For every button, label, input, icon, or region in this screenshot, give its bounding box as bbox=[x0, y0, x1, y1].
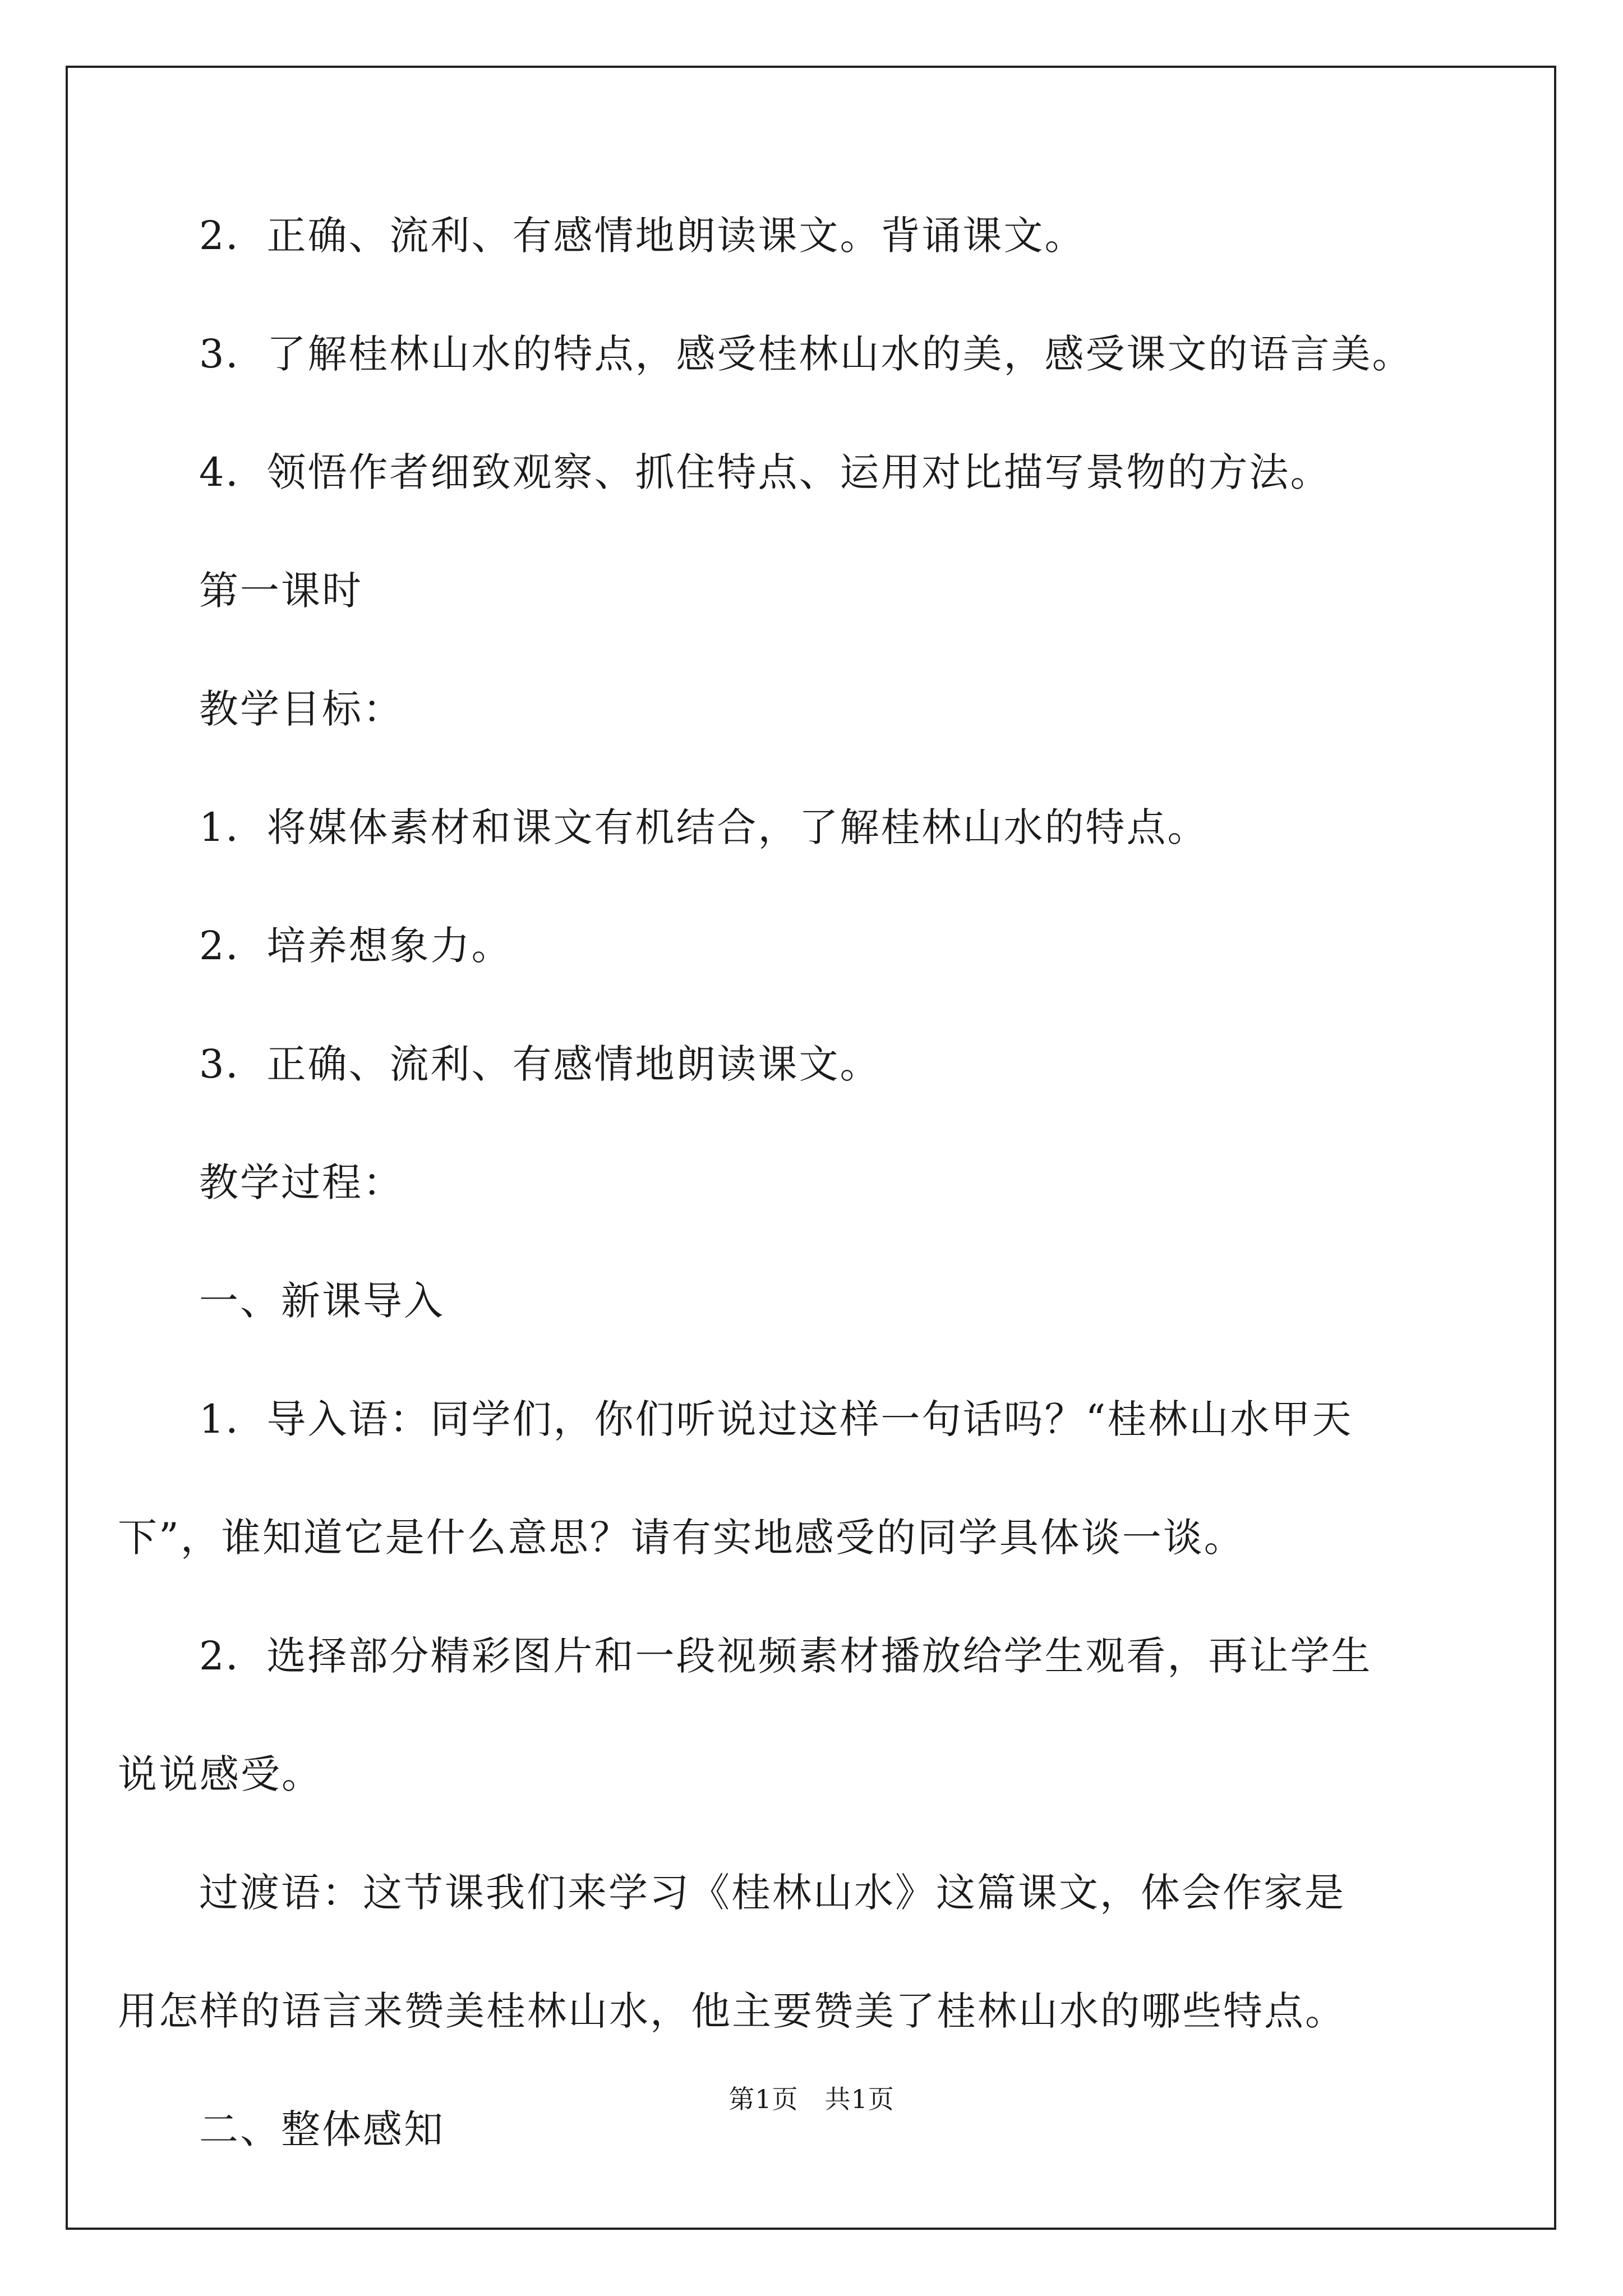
text-line: 2．选择部分精彩图片和一段视频素材播放给学生观看，再让学生 bbox=[199, 1633, 1372, 1679]
section-heading: 教学目标： bbox=[199, 686, 404, 732]
text-line: 2．正确、流利、有感情地朗读课文。背诵课文。 bbox=[199, 213, 1086, 259]
section-heading: 教学过程： bbox=[199, 1159, 404, 1205]
section-heading: 二、整体感知 bbox=[199, 2106, 445, 2152]
text-line: 过渡语：这节课我们来学习《桂林山水》这篇课文，体会作家是 bbox=[199, 1870, 1345, 1916]
text-line: 1．将媒体素材和课文有机结合，了解桂林山水的特点。 bbox=[199, 804, 1209, 850]
section-heading: 一、新课导入 bbox=[199, 1278, 445, 1324]
text-line: 用怎样的语言来赞美桂林山水，他主要赞美了桂林山水的哪些特点。 bbox=[118, 1988, 1346, 2034]
text-line: 3．正确、流利、有感情地朗读课文。 bbox=[199, 1041, 881, 1087]
text-line: 1．导入语：同学们，你们听说过这样一句话吗？“桂林山水甲天 bbox=[199, 1396, 1353, 1442]
page-footer: 第1页 共1页 bbox=[728, 2084, 895, 2114]
text-line: 3．了解桂林山水的特点，感受桂林山水的美，感受课文的语言美。 bbox=[199, 331, 1413, 377]
section-heading: 第一课时 bbox=[199, 568, 363, 614]
text-line: 2．培养想象力。 bbox=[199, 923, 513, 969]
text-line: 4．领悟作者细致观察、抓住特点、运用对比描写景物的方法。 bbox=[199, 449, 1331, 495]
text-line: 说说感受。 bbox=[118, 1751, 322, 1797]
text-line: 下”，谁知道它是什么意思？请有实地感受的同学具体谈一谈。 bbox=[118, 1515, 1245, 1561]
